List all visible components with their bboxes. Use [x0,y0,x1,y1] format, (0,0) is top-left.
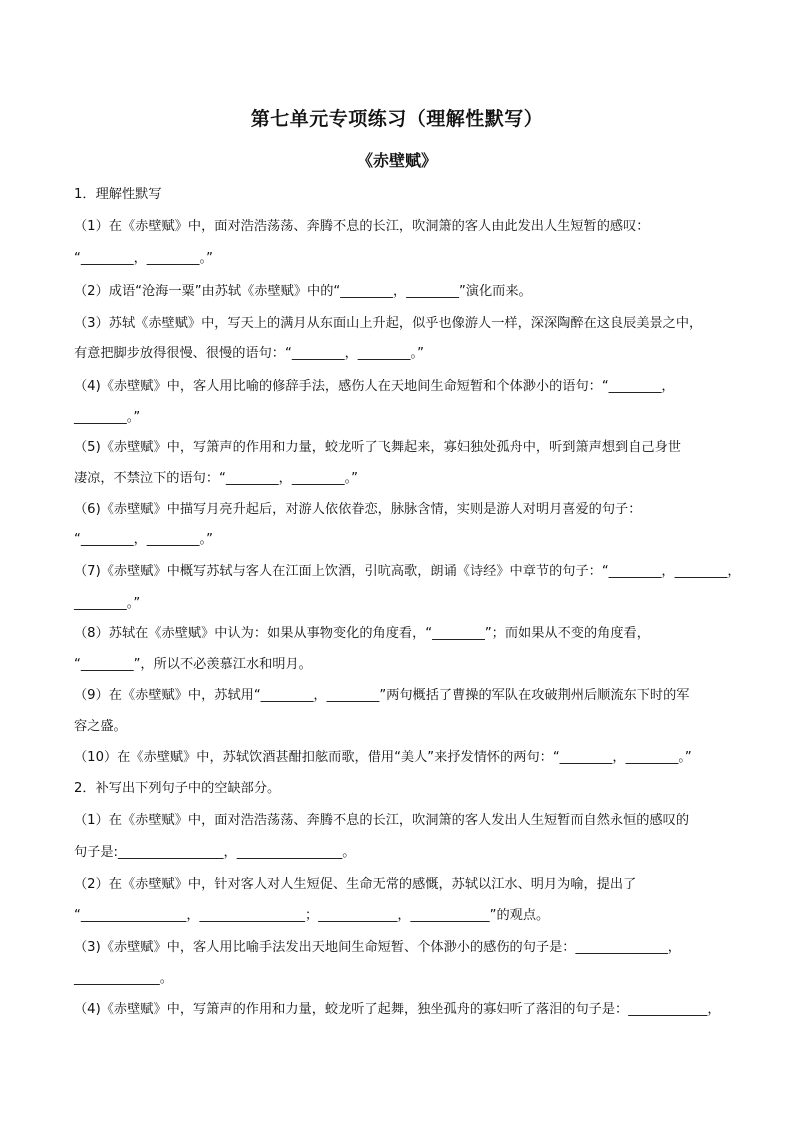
question-line: （2）在《赤壁赋》中，针对客人对人生短促、生命无常的感慨，苏轼以江水、明月为喻，提出了 [74,877,637,892]
answer-blank-line: ________。” [74,410,141,425]
question-line: （9）在《赤壁赋》中，苏轼用“________，________”两句概括了曹操的军队在攻破荆州后顺流东下时的军 [74,688,690,703]
question-line: （5)《赤壁赋》中，写箫声的作用和力量，蛟龙听了飞舞起来，寡妇独处孤舟中，听到箫声想到自己身世 [74,440,681,455]
question-line: “________”，所以不必羡慕江水和明月。 [74,657,312,672]
question-line: （1）在《赤壁赋》中，面对浩浩荡荡、奔腾不息的长江，吹洞箫的客人发出人生短暂而自然永恒的感叹的 [74,813,690,828]
page-subtitle: 《赤壁赋》 [356,151,437,170]
question-line: （4)《赤壁赋》中，客人用比喻的修辞手法，感伤人在天地间生命短暂和个体渺小的语句：“________， [74,379,675,394]
answer-blank-line: _____________。 [74,971,173,986]
answer-blank-line: ________。” [74,596,141,611]
page-title: 第七单元专项练习（理解性默写） [250,108,544,130]
question-line: （3）苏轼《赤壁赋》中，写天上的满月从东面山上升起，似乎也像游人一样，深深陶醉在这良辰美景之中， [74,316,703,331]
section-heading: 1．理解性默写 [74,187,162,202]
question-line: （4)《赤壁赋》中，写箫声的作用和力量，蛟龙听了起舞，独坐孤舟的寡妇听了落泪的句子是：____________， [74,1002,721,1017]
question-line: 句子是:________________，________________。 [74,845,356,860]
question-line: 凄凉，不禁泣下的语句：“________，________。” [74,471,359,486]
question-line: 有意把脚步放得很慢、很慢的语句：“________，________。” [74,346,424,361]
question-line: （7)《赤壁赋》中概写苏轼与客人在江面上饮酒，引吭高歌，朗诵《诗经》中章节的句子：“________，________， [74,564,741,579]
question-line: （6)《赤壁赋》中描写月亮升起后，对游人依依眷恋，脉脉含情，实则是游人对明月喜爱的句子： [74,502,642,517]
question-line: “________________，________________；____________，____________”的观点。 [74,908,550,923]
question-line: （10）在《赤壁赋》中，苏轼饮酒甚酣扣舷而歌，借用“美人”来抒发情怀的两句：“________，________。” [74,750,692,765]
section-heading: 2．补写出下列句子中的空缺部分。 [74,781,281,796]
question-line: （3)《赤壁赋》中，客人用比喻手法发出天地间生命短暂、个体渺小的感伤的句子是：______________， [74,940,681,955]
question-line: （1）在《赤壁赋》中，面对浩浩荡荡、奔腾不息的长江，吹洞箫的客人由此发出人生短暂的感叹： [74,219,650,234]
question-line: 容之盛。 [74,719,127,734]
question-line: （2）成语“沧海一粟”由苏轼《赤壁赋》中的“________，________”演化而来。 [74,284,532,299]
answer-blank-line: “________，________。” [74,532,213,547]
question-line: （8）苏轼在《赤壁赋》中认为：如果从事物变化的角度看，“________”；而如果从不变的角度看， [74,626,650,641]
answer-blank-line: “________，________。” [74,251,213,266]
